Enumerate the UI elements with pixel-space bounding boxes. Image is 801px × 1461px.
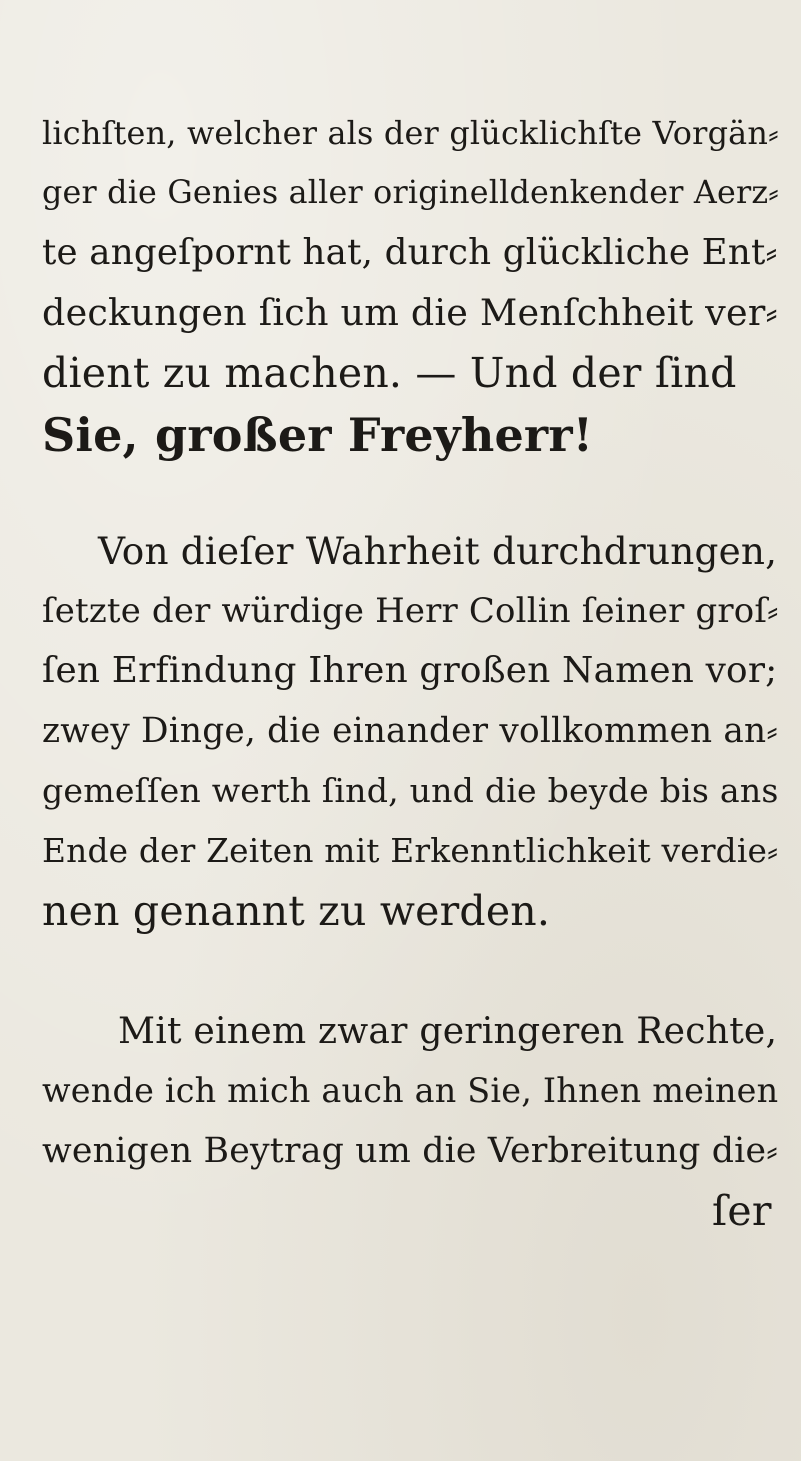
text-line-emphasis: Sie, großer Freyherr! — [42, 408, 594, 462]
text-line: te angeſpornt hat, durch glückliche Ent⸗ — [42, 232, 778, 273]
catchword: ſer — [712, 1187, 772, 1235]
text-line: zwey Dinge, die einander vollkommen an⸗ — [42, 711, 778, 751]
text-line: nen genannt zu werden. — [42, 887, 551, 935]
text-line: ſen Erfindung Ihren großen Namen vor; — [42, 650, 778, 691]
text-line: dient zu machen. — Und der ſind — [42, 349, 737, 397]
text-line: ger die Genies aller originelldenkender Aerz⸗ — [42, 175, 780, 211]
text-line: Ende der Zeiten mit Erkenntlichkeit verdie⸗ — [42, 832, 779, 870]
text-line: Von dieſer Wahrheit durchdrungen, — [98, 529, 778, 573]
text-line: wende ich mich auch an Sie, Ihnen meinen — [42, 1071, 779, 1110]
text-line: lichſten, welcher als der glücklichſte Vorgän⸗ — [42, 114, 779, 152]
text-line: Mit einem zwar geringeren Rechte, — [118, 1009, 778, 1052]
text-line: deckungen ſich um die Menſchheit ver⸗ — [42, 291, 778, 334]
text-line: gemeſſen werth ſind, und die beyde bis ans — [42, 771, 779, 810]
text-line: ſetzte der würdige Herr Collin ſeiner groſ⸗ — [42, 591, 779, 630]
text-line: wenigen Beytrag um die Verbreitung die⸗ — [42, 1131, 778, 1171]
